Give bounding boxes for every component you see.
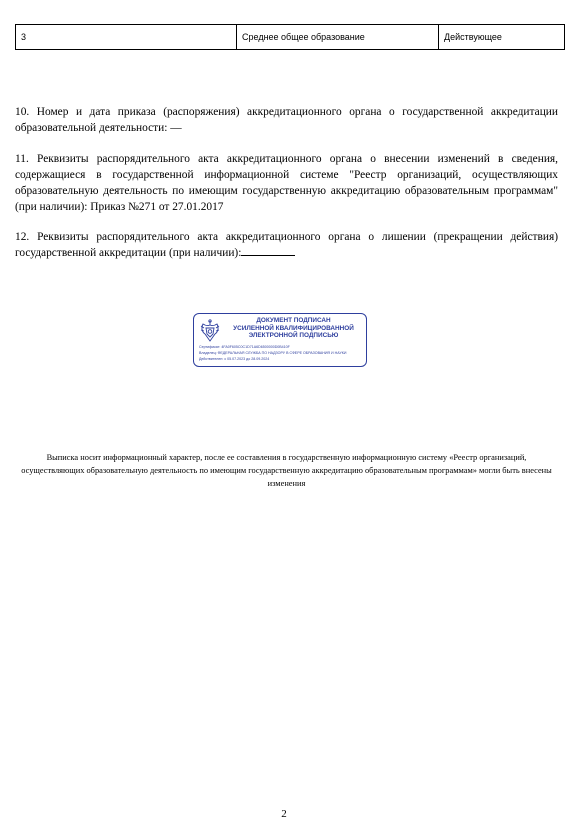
electronic-signature-stamp: [193, 313, 367, 367]
stamp-validity: Действителен: с 05.07.2023 до 28.09.2024: [199, 357, 270, 361]
stamp-title-line3: ЭЛЕКТРОННОЙ ПОДПИСЬЮ: [248, 332, 339, 340]
paragraph-12: [15, 229, 558, 261]
table-cell-number: 3: [16, 25, 237, 49]
page-number: 2: [281, 808, 287, 820]
stamp-title-line1: ДОКУМЕНТ ПОДПИСАН: [256, 317, 331, 324]
coat-of-arms-icon: [199, 319, 221, 343]
stamp-certificate: Сертификат: 4FA0F605C0C1D71A6D6500000D0B410F: [199, 345, 290, 349]
disclaimer-note: Выписка носит информационный характер, после ее составления в государственную информационную систему «Реестр организаций, осуществляющих образовательную деятельность по имеющим государственную аккредитацию образовательным программам» могли быть внесены изменения: [21, 453, 552, 488]
table-cell-education-level: Среднее общее образование: [237, 25, 439, 49]
stamp-title-line2: УСИЛЕННОЙ КВАЛИФИЦИРОВАННОЙ: [233, 324, 354, 332]
paragraph-10: 10. Номер и дата приказа (распоряжения) аккредитационного органа о государственной аккредитации образовательной деятельности: —: [15, 106, 558, 134]
stamp-title: [222, 317, 365, 340]
table-cell-status: Действующее: [444, 32, 502, 42]
blank-line: [241, 245, 295, 256]
stamp-owner: Владелец: ФЕДЕРАЛЬНАЯ СЛУЖБА ПО НАДЗОРУ В СФЕРЕ ОБРАЗОВАНИЯ И НАУКИ: [199, 351, 347, 355]
paragraph-12-text: 12. Реквизиты распорядительного акта аккредитационного органа о лишении (прекращении действия) государственной аккредитации (при наличии):: [15, 231, 558, 259]
paragraph-11: 11. Реквизиты распорядительного акта аккредитационного органа о внесении изменений в сведения, содержащиеся в государственной информационной системе "Реестр организаций, осуществляющих образовательную деятельность по имеющим государственную аккредитацию образовательным программам" (при наличии): Приказ №271 от 27.01.2017: [15, 153, 558, 213]
programs-table-row: [15, 24, 565, 50]
